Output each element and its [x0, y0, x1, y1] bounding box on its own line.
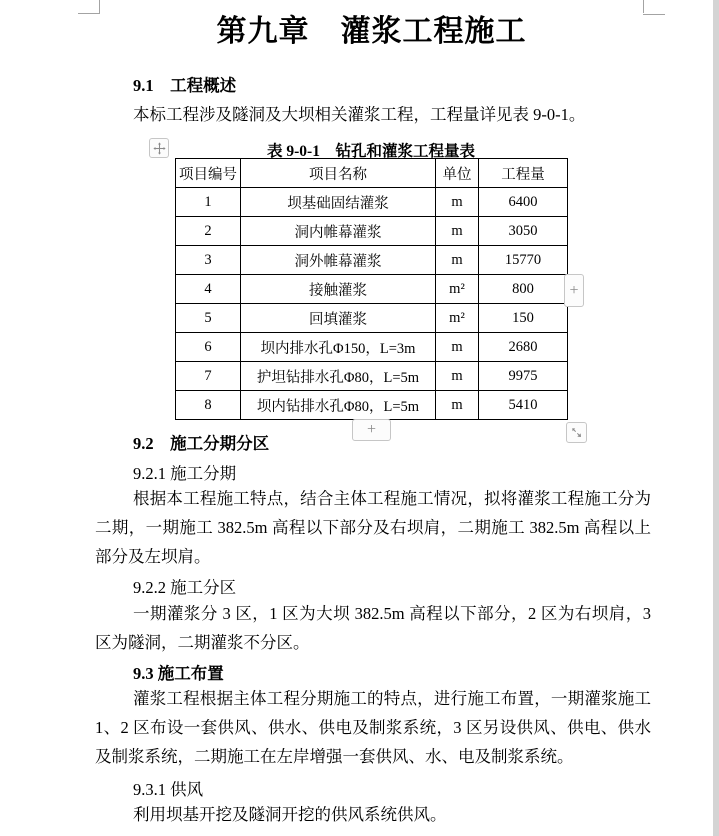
cell-unit: m	[436, 188, 479, 217]
cell-item-no: 4	[176, 275, 241, 304]
quantities-table	[175, 158, 568, 420]
move-icon	[153, 142, 166, 155]
cell-quantity: 150	[479, 304, 568, 333]
section-heading-9-2: 9.2 施工分期分区	[133, 434, 270, 453]
resize-icon	[570, 426, 583, 439]
cell-item-no: 2	[176, 217, 241, 246]
paragraph-9-3: 灌浆工程根据主体工程分期施工的特点，进行施工布置，一期灌浆施工 1、2 区布设一套供风、供水、供电及制浆系统，3 区另设供风、供电、供水及制浆系统，二期施工在左岸增强一套供风、水、电及制浆系统。	[95, 689, 651, 766]
subsection-heading-9-2-1: 9.2.1 施工分期	[133, 464, 237, 483]
cell-item-name: 坝内钻排水孔Φ80，L=5m	[241, 391, 436, 420]
cell-item-name: 洞内帷幕灌浆	[241, 217, 436, 246]
table-row	[176, 217, 568, 246]
cell-item-no: 8	[176, 391, 241, 420]
table-resize-handle[interactable]	[566, 422, 587, 443]
cell-item-name: 护坦钻排水孔Φ80，L=5m	[241, 362, 436, 391]
cell-unit: m²	[436, 304, 479, 333]
table-header-row	[176, 159, 568, 188]
paragraph-9-3-1: 利用坝基开挖及隧洞开挖的供风系统供风。	[133, 805, 447, 824]
table-row	[176, 362, 568, 391]
cell-item-no: 1	[176, 188, 241, 217]
table-caption: 表 9-0-1 钻孔和灌浆工程量表	[267, 143, 475, 160]
cell-quantity: 15770	[479, 246, 568, 275]
cell-item-no: 5	[176, 304, 241, 333]
paragraph-9-2-2: 一期灌浆分 3 区，1 区为大坝 382.5m 高程以下部分，2 区为右坝肩，3 区为隧洞，二期灌浆不分区。	[95, 604, 651, 652]
cell-item-name: 接触灌浆	[241, 275, 436, 304]
table-move-handle[interactable]	[149, 138, 169, 158]
cell-quantity: 3050	[479, 217, 568, 246]
col-header-quantity: 工程量	[479, 159, 568, 188]
add-column-button[interactable]: +	[564, 274, 584, 307]
subsection-heading-9-3-1: 9.3.1 供风	[133, 780, 204, 799]
cell-item-name: 坝基础固结灌浆	[241, 188, 436, 217]
cell-quantity: 800	[479, 275, 568, 304]
col-header-unit: 单位	[436, 159, 479, 188]
cell-item-name: 洞外帷幕灌浆	[241, 246, 436, 275]
text-boundary-mark	[78, 13, 100, 14]
section-heading-9-1: 9.1 工程概述	[133, 76, 237, 95]
page-edge-background	[713, 0, 719, 836]
cell-unit: m	[436, 333, 479, 362]
section-heading-9-3: 9.3 施工布置	[133, 664, 224, 683]
cell-item-name: 回填灌浆	[241, 304, 436, 333]
cell-quantity: 5410	[479, 391, 568, 420]
cell-item-no: 7	[176, 362, 241, 391]
table-row	[176, 391, 568, 420]
cell-quantity: 9975	[479, 362, 568, 391]
cell-item-no: 6	[176, 333, 241, 362]
col-header-item-no: 项目编号	[176, 159, 241, 188]
table-row	[176, 333, 568, 362]
col-header-item-name: 项目名称	[241, 159, 436, 188]
table-row	[176, 188, 568, 217]
cell-item-no: 3	[176, 246, 241, 275]
table-row	[176, 246, 568, 275]
cell-quantity: 2680	[479, 333, 568, 362]
cell-unit: m²	[436, 275, 479, 304]
table-row	[176, 275, 568, 304]
cell-unit: m	[436, 362, 479, 391]
cell-unit: m	[436, 391, 479, 420]
cell-item-name: 坝内排水孔Φ150，L=3m	[241, 333, 436, 362]
paragraph-9-1: 本标工程涉及隧洞及大坝相关灌浆工程，工程量详见表 9-0-1。	[133, 105, 586, 124]
add-row-button[interactable]: +	[352, 419, 391, 441]
cell-unit: m	[436, 246, 479, 275]
paragraph-9-2-1: 根据本工程施工特点，结合主体工程施工情况，拟将灌浆工程施工分为二期，一期施工 382.5m 高程以下部分及右坝肩，二期施工 382.5m 高程以上部分及左坝肩。	[95, 489, 651, 566]
chapter-title: 第九章 灌浆工程施工	[216, 15, 527, 48]
cell-unit: m	[436, 217, 479, 246]
text-boundary-mark	[643, 14, 665, 15]
subsection-heading-9-2-2: 9.2.2 施工分区	[133, 578, 237, 597]
cell-quantity: 6400	[479, 188, 568, 217]
table-row	[176, 304, 568, 333]
